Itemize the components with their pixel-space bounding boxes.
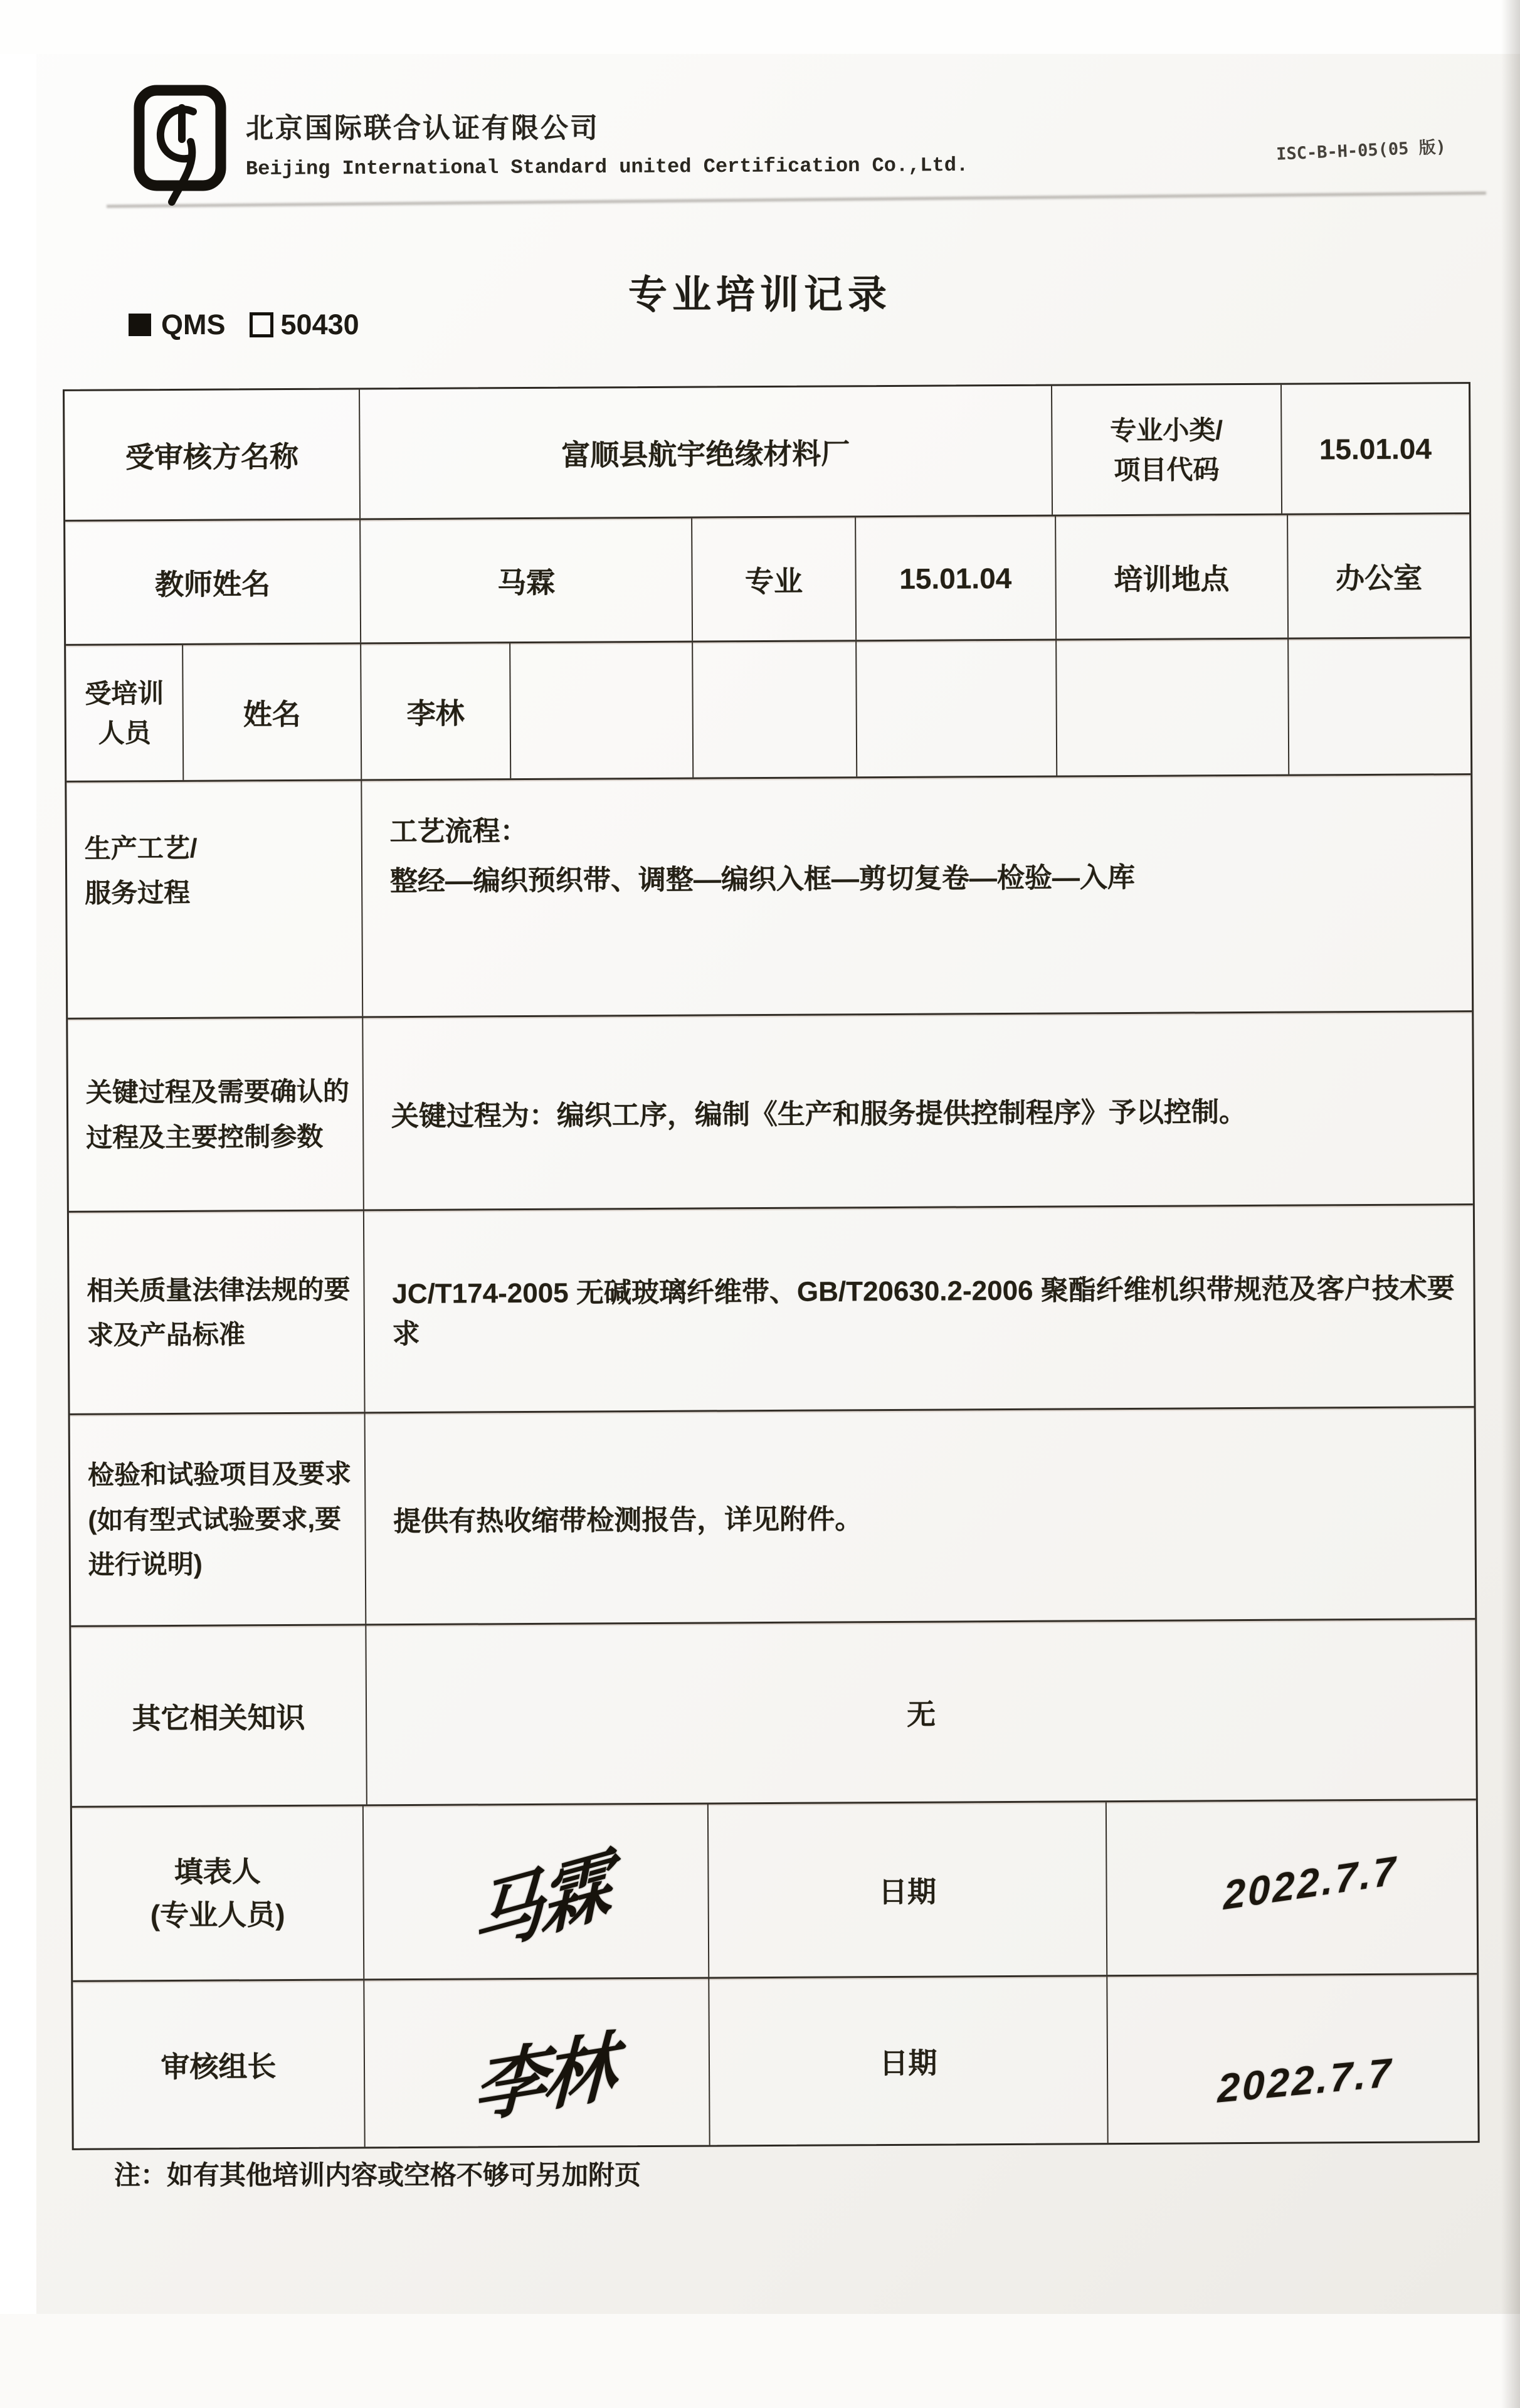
footer-note: 注：如有其他培训内容或空格不够可另加附页	[114, 2160, 641, 2190]
code-50430-label: 50430	[280, 309, 359, 341]
auditor-label: 审核组长	[73, 1980, 365, 2148]
scan-left-margin	[0, 0, 36, 2408]
process-label: 生产工艺/ 服务过程	[66, 781, 363, 1017]
document-code: ISC-B-H-05(05 版)	[1275, 137, 1447, 164]
inspection-label: 检验和试验项目及要求 (如有型式试验要求,要 进行说明)	[70, 1413, 367, 1625]
training-place-value: 办公室	[1335, 561, 1423, 594]
empty-cell	[1289, 638, 1470, 774]
certification-emblem-icon	[129, 82, 235, 213]
table-row-regulations	[69, 1205, 1474, 1415]
table-row-audited-org	[65, 384, 1469, 522]
company-name-en: Beijing International Standard united Certification Co.,Ltd.	[245, 153, 969, 181]
trainee-name-value: 李林	[361, 643, 512, 779]
company-name-cn: 北京国际联合认证有限公司	[246, 113, 599, 144]
table-row-trainees	[66, 638, 1470, 783]
major-label: 专业	[692, 517, 856, 640]
table-row-other-knowledge	[71, 1620, 1475, 1808]
handwritten-date: 2022.7.7	[1217, 2049, 1393, 2111]
regulations-value: JC/T174-2005 无碱玻璃纤维带、GB/T20630.2-2006 聚酯纤维机织带规范及客户技术要求	[392, 1273, 1455, 1350]
empty-cell	[857, 641, 1057, 777]
key-process-label: 关键过程及需要确认的 过程及主要控制参数	[68, 1018, 364, 1210]
handwritten-date: 2022.7.7	[1223, 1847, 1398, 1918]
checked-checkbox-icon	[129, 314, 151, 336]
other-knowledge-label: 其它相关知识	[71, 1625, 367, 1805]
auditor-signature	[364, 1979, 710, 2147]
major-value: 15.01.04	[856, 517, 1057, 640]
table-row-process	[66, 775, 1472, 1020]
filler-label: 填表人 (专业人员)	[72, 1806, 364, 1980]
audited-org-label: 受审核方名称	[65, 389, 361, 519]
handwritten-signature: 李林	[472, 2025, 614, 2132]
auditor-date-label: 日期	[710, 1977, 1109, 2145]
scan-top-margin	[0, 0, 1520, 54]
page-title: 专业培训记录	[628, 273, 892, 317]
other-knowledge-value: 无	[906, 1698, 936, 1731]
key-process-value: 关键过程为：编织工序，编制《生产和服务提供控制程序》予以控制。	[391, 1096, 1247, 1132]
filler-date-value	[1106, 1800, 1477, 1975]
qms-label: QMS	[161, 309, 226, 341]
filler-date-label: 日期	[709, 1802, 1107, 1977]
audited-org-value: 富顺县航宇绝缘材料厂	[360, 386, 1053, 519]
process-value: 工艺流程： 整经—编织预织带、调整—编织入框—剪切复卷—检验—入库	[389, 816, 1136, 897]
scan-bottom-margin	[0, 2314, 1520, 2408]
regulations-label: 相关质量法律法规的要 求及产品标准	[69, 1211, 365, 1413]
scan-right-shadow	[1501, 0, 1520, 2408]
trainee-name-label: 姓名	[184, 644, 362, 779]
trainees-label: 受培训 人员	[66, 645, 184, 781]
table-row-filler	[72, 1800, 1477, 1982]
table-row-key-process	[68, 1012, 1473, 1213]
scan-artifact-line	[107, 191, 1486, 208]
teacher-name-label: 教师姓名	[65, 520, 361, 643]
empty-cell	[1057, 640, 1289, 776]
filler-signature	[364, 1805, 710, 1979]
subcategory-code-label: 专业小类/ 项目代码	[1052, 385, 1282, 515]
table-row-inspection	[70, 1408, 1475, 1627]
empty-cell	[693, 642, 857, 777]
inspection-value: 提供有热收缩带检测报告，详见附件。	[393, 1503, 863, 1537]
teacher-name-value: 马霖	[361, 519, 694, 643]
scope-checkboxes	[129, 309, 359, 341]
handwritten-signature: 马霖	[471, 1842, 609, 1965]
training-place-label: 培训地点	[1056, 515, 1289, 639]
training-record-table	[63, 382, 1480, 2150]
auditor-date-value	[1107, 1975, 1478, 2143]
table-row-auditor	[73, 1975, 1477, 2148]
empty-cell	[510, 643, 694, 779]
subcategory-code-value: 15.01.04	[1319, 431, 1432, 465]
unchecked-checkbox-icon	[250, 312, 273, 337]
table-row-teacher	[65, 514, 1470, 646]
